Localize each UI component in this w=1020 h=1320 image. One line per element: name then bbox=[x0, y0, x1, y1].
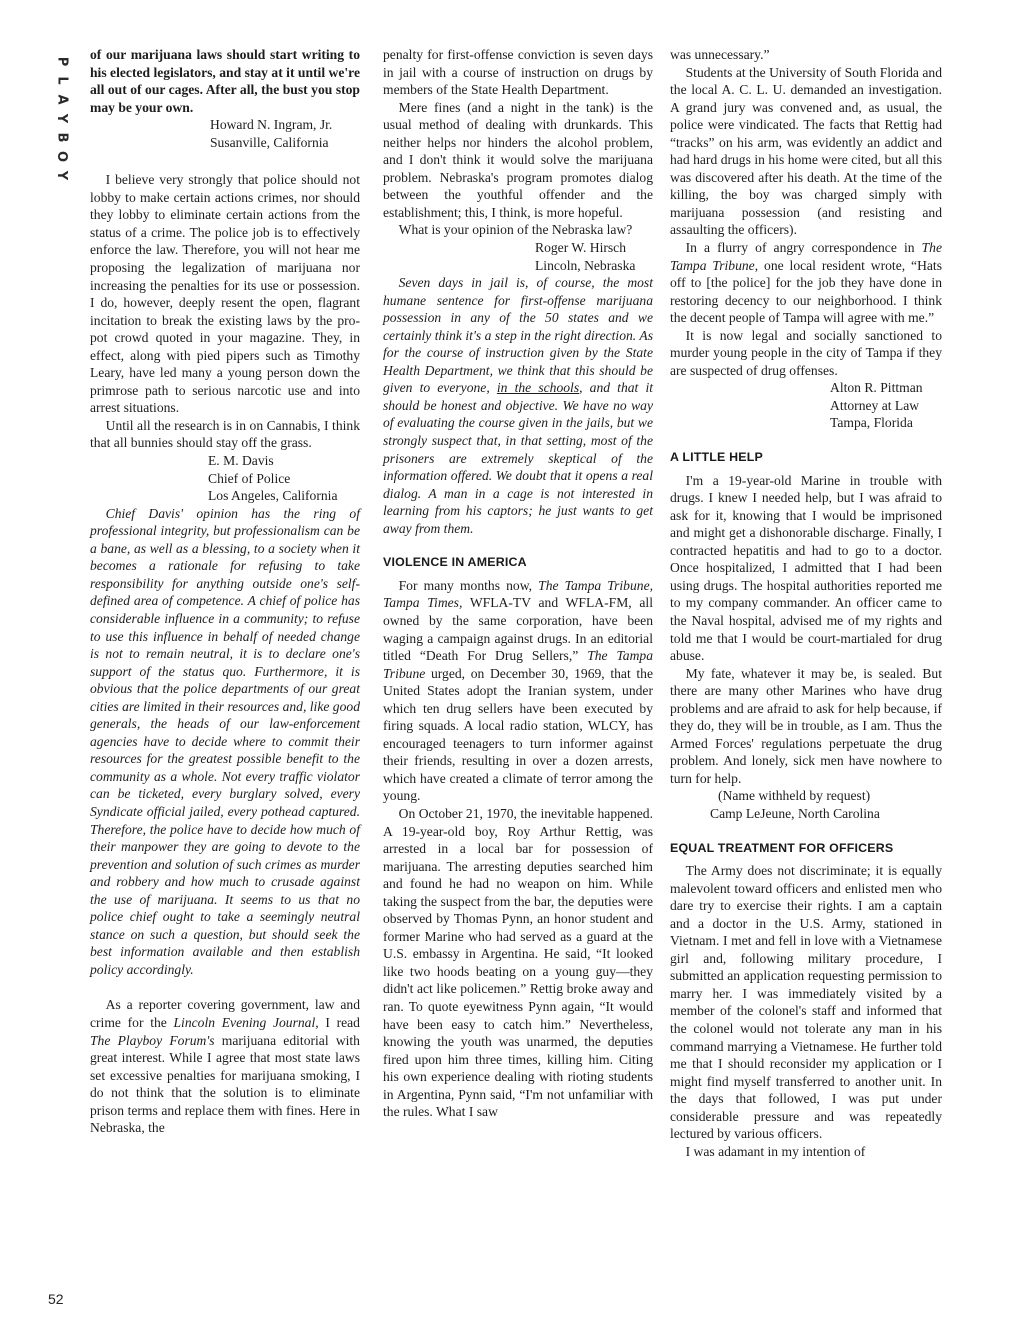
signature-place: Los Angeles, California bbox=[208, 488, 338, 504]
signature-name: (Name withheld by request) bbox=[718, 788, 871, 804]
letter-paragraph bbox=[670, 239, 942, 327]
brand-letter: Y bbox=[54, 113, 70, 124]
brand-letter: L bbox=[54, 76, 70, 85]
column-1 bbox=[90, 46, 360, 1137]
letter-paragraph: My fate, whatever it may be, is sealed. But there are many other Marines who have drug problems and are afraid to ask for help because, if they do, they will be in trouble, as I am. Thus the Armed Forces' regulations perpetuate the drug problem. And lonely, sick men have nowhere to turn for help. bbox=[670, 665, 942, 786]
brand-letter: O bbox=[54, 150, 70, 163]
letter-paragraph bbox=[90, 996, 360, 1136]
letter-paragraph: I believe very strongly that police should not lobby to make certain actions crimes, nor should they lobby to eliminate certain actions from the status of a crime. The police job is to effectively enforce the law. Therefore, you will not hear me proposing the legalization of marijuana nor increasing the penalties for its use or possession. I do, however, deeply resent the open, flagrant incitation to break the existing laws by the pro-pot crowd quoted in your magazine. They, in effect, along with pied pipers such as Timothy Leary, have led many a young person down the primrose path to serious narcotic use and into arrest situations. bbox=[90, 172, 360, 416]
text-run: In a flurry of angry correspondence in bbox=[685, 240, 922, 256]
letter-paragraph: was unnecessary.” bbox=[670, 47, 770, 62]
text-run: , one local resident wrote, “Hats off to [the police] for the job they have done in restoring decency to our neighborhood. I think the decent people of Tampa will agree with me.” bbox=[670, 257, 942, 326]
letter-paragraph: It is now legal and socially sanctioned to murder young people in the city of Tampa if they are suspected of drug offenses. bbox=[670, 327, 942, 378]
signature-title: Attorney at Law bbox=[830, 397, 920, 413]
text-run: For many months now, bbox=[398, 577, 539, 593]
signature-place: Camp LeJeune, North Carolina bbox=[710, 805, 880, 821]
letter-paragraph: On October 21, 1970, the inevitable happened. A 19-year-old boy, Roy Arthur Rettig, was arrested in a local bar for possession of marijuana. The arresting deputies searched him and found he had no weapon on him. While taking the suspect from the bar, the deputies were observed by Thomas Pynn, an honor student and former Marine who had served as a guard at the U.S. embassy in Argentina. He said, “It looked like two hoods beating on a young guy—they didn't act like policemen.” Rettig broke away and ran. To quote eyewitness Pynn again, “It would have been easy to catch him.” Nevertheless, knowing the youth was unarmed, the deputies fired upon him three times, killing him. Citing his own experience dealing with rioting students in Argentina, Pynn said, “I'm not unfamiliar with the rules. What I saw bbox=[383, 805, 653, 1120]
section-heading: A LITTLE HELP bbox=[670, 450, 764, 465]
text-run: WFLA-TV and WFLA-FM, all owned by the same corporation, have been waging a campaign against drugs. In an editorial titled “Death For Drug Sellers,” bbox=[383, 595, 653, 664]
letter-paragraph: Students at the University of South Florida and the local A. C. L. U. demanded an investigation. A grand jury was convened and, as usual, the police were vindicated. The facts that Rettig had “tracks” on his arm, was evidently an addict and had hard drugs in his home were cited, but all this was discovered after his death. At the time of the killing, the boy was charged simply with marijuana possession (and resisting and assaulting the officers). bbox=[670, 64, 942, 238]
editorial-reply bbox=[383, 274, 653, 537]
signature-place: Susanville, California bbox=[210, 134, 329, 150]
text-run: urged, on December 30, 1969, that the United States adopt the Iranian system, under which ten drug sellers have been executed by firing squads. A local radio station, WLCY, has encouraged teenagers to turn informer against their friends, resulting in over a dozen arrests, which have created a climate of terror among the young. bbox=[383, 665, 653, 804]
signature-name: E. M. Davis bbox=[208, 453, 274, 469]
column-3 bbox=[670, 46, 942, 1160]
letter-paragraph: penalty for first-offense conviction is seven days in jail with a course of instruction on drugs by members of the State Health Department. bbox=[383, 47, 653, 98]
text-run: marijuana editorial with great interest. While I agree that most state laws set excessive penalties for marijuana smoking, I do not think that the solution is to eliminate prison terms and replace them with fines. Here in Nebraska, the bbox=[90, 1032, 360, 1136]
signature-place: Lincoln, Nebraska bbox=[535, 257, 636, 273]
playboy-side-logo bbox=[52, 52, 72, 185]
publication-title: The Tampa Tribune, Tampa Times, bbox=[383, 577, 654, 611]
brand-letter: B bbox=[54, 132, 70, 143]
letter-paragraph: Until all the research is in on Cannabis, I think that all bunnies should stay off the grass. bbox=[90, 417, 360, 451]
publication-title: The Tampa Tribune bbox=[383, 648, 653, 681]
signature-name: Alton R. Pittman bbox=[830, 380, 923, 396]
letter-paragraph: I'm a 19-year-old Marine in trouble with drugs. I knew I needed help, but I was afraid to ask for it, knowing that I would be imprisoned and might get a dishonorable discharge. Finally, I contracted hepatitis and had to go to a doctor. Once hospitalized, I admitted that I had been using drugs. The hospital authorities reported me to my company commander. An officer came to the Naval hospital, advised me of my rights and told me that I would be court-martialed for drug abuse. bbox=[670, 472, 942, 664]
signature-place: Tampa, Florida bbox=[830, 415, 913, 431]
section-heading: EQUAL TREATMENT FOR OFFICERS bbox=[670, 840, 894, 855]
text-run: , and that it should be honest and objective. We have no way of evaluating the course given in the jails, but we strongly suspect that, in that setting, most of the prisoners are extremely skeptical of the information offered. We doubt that it opens a real dialog. A man in a cage is not interested in learning from his captors; he just wants to get away from them. bbox=[383, 380, 653, 536]
publication-title: Lincoln Evening Journal bbox=[173, 1014, 316, 1030]
letter-paragraph: I was adamant in my intention of bbox=[685, 1143, 866, 1159]
underlined-text: in the schools bbox=[496, 380, 580, 396]
editorial-reply: Chief Davis' opinion has the ring of professional integrity, but professionalism can be a bane, as well as a blessing, to a society when it becomes a rationale for refusing to take responsibility for anything outside one's self-defined area of competence. A chief of police has considerable influence in a community; to refuse to use this influence in behalf of needed change is not to remain neutral, it is to declare one's support of the status quo. Furthermore, it is obvious that the police departments of our great cities are limited in their resources and, like good generals, the heads of our law-enforcement agencies have to decide where to commit their resources for the greatest possible benefit to the community as a whole. Not every traffic violator can be ticketed, every burglary solved, every Syndicate official jailed, every pothead captured. Therefore, the police have to decide how much of their manpower they are going to devote to the prevention and solution of such crimes as murder and robbery and how much to crusade against the use of marijuana. It seems to us that no police chief ought to take a seemingly neutral stance on such a question, but should seek the best information available and then establish policy accordingly. bbox=[90, 505, 360, 977]
letter-paragraph: The Army does not discriminate; it is equally malevolent toward officers and enlisted men who dare try to exercise their rights. I am a captain and a doctor in the U.S. Army, stationed in Vietnam. I met and fell in love with a Vietnamese girl and, following military procedure, I submitted an application requesting permission to marry her. I was immediately visited by a member of the colonel's staff and informed that the colonel would not tolerate any man in his command marrying a Vietnamese. He further told me that I should reconsider my application or I might find myself transferred to another unit. In the days that followed, I was put under considerable pressure and was repeatedly lectured by various officers. bbox=[670, 863, 942, 1142]
brand-letter: A bbox=[54, 94, 70, 105]
publication-title: The Tampa Tribune bbox=[670, 240, 942, 273]
letter-paragraph: What is your opinion of the Nebraska law? bbox=[398, 222, 633, 238]
text-run: Seven days in jail is, of course, the most humane sentence for first-offense marijuana possession in any of the 50 states and we certainly think it's a step in the right direction. As for the course of instruction given by the State Health Department, we think that this should be given to everyone, bbox=[383, 275, 653, 396]
text-run: As a reporter covering government, law and crime for the bbox=[90, 997, 360, 1030]
brand-letter: P bbox=[54, 56, 70, 67]
section-heading: VIOLENCE IN AMERICA bbox=[383, 555, 527, 570]
signature-name: Roger W. Hirsch bbox=[535, 240, 626, 256]
publication-title: The Playboy Forum's bbox=[90, 1032, 215, 1048]
page-number: 52 bbox=[48, 1291, 64, 1307]
column-2 bbox=[383, 46, 653, 1121]
brand-letter: Y bbox=[54, 170, 70, 181]
signature-name: Howard N. Ingram, Jr. bbox=[210, 117, 333, 133]
text-run: , I read bbox=[315, 1014, 360, 1030]
letter-paragraph bbox=[383, 577, 653, 805]
signature-title: Chief of Police bbox=[208, 470, 291, 486]
letter-paragraph: Mere fines (and a night in the tank) is the usual method of dealing with drunkards. This neither helps nor hinders the alcohol problem, and I don't think it would solve the marijuana problem. Nebraska's program promotes dialog between the youthful offender and the establishment; this, I think, is more hopeful. bbox=[383, 99, 653, 220]
letter-paragraph: of our marijuana laws should start writing to his elected legislators, and stay at it until we're all out of our cages. After all, the bust you stop may be your own. bbox=[90, 47, 360, 115]
